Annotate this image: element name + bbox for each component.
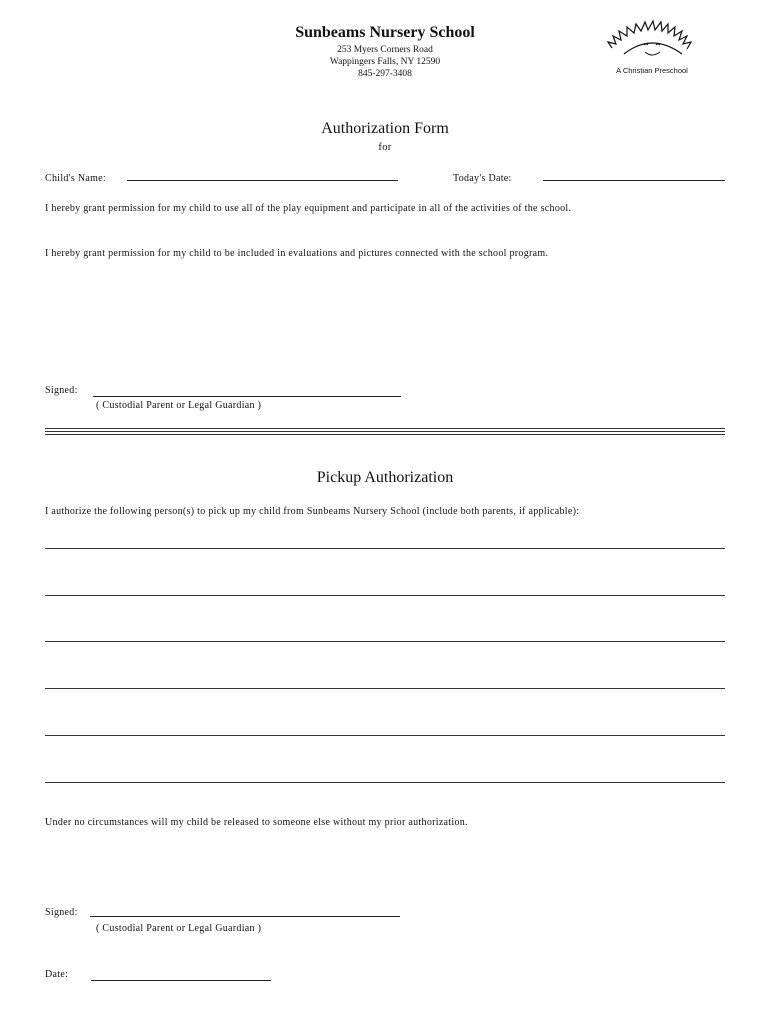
pickup-signed-label: Signed:: [45, 907, 78, 918]
pickup-title: Pickup Authorization: [316, 469, 454, 486]
permission-photos-text: I hereby grant permission for my child to be included in evaluations and pictures connected with the school program.: [45, 248, 549, 259]
pickup-person-line-4[interactable]: [45, 688, 725, 689]
phone-number: 845-297-3408: [358, 69, 412, 79]
signer-caption: ( Custodial Parent or Legal Guardian ): [96, 400, 262, 411]
pickup-person-line-3[interactable]: [45, 641, 725, 642]
signature-field[interactable]: [93, 396, 401, 397]
pickup-person-line-2[interactable]: [45, 595, 725, 596]
pickup-person-line-6[interactable]: [45, 782, 725, 783]
todays-date-field[interactable]: [543, 180, 725, 181]
address-line-1: 253 Myers Corners Road: [337, 45, 433, 55]
authorization-subtitle: for: [378, 142, 392, 153]
pickup-instruction: I authorize the following person(s) to pick up my child from Sunbeams Nursery School (include both parents, if applicable):: [45, 506, 580, 517]
permission-play-text: I hereby grant permission for my child to use all of the play equipment and participate in all of the activities of the school.: [45, 203, 572, 214]
address-line-2: Wappingers Falls, NY 12590: [329, 57, 441, 67]
pickup-person-line-1[interactable]: [45, 548, 725, 549]
pickup-person-line-5[interactable]: [45, 735, 725, 736]
signed-label: Signed:: [45, 385, 78, 396]
school-name: Sunbeams Nursery School: [295, 24, 475, 41]
pickup-date-field[interactable]: [91, 980, 271, 981]
child-name-label: Child's Name:: [45, 173, 106, 184]
pickup-signature-field[interactable]: [90, 916, 400, 917]
authorization-title: Authorization Form: [321, 120, 449, 137]
child-name-field[interactable]: [127, 180, 398, 181]
release-notice: Under no circumstances will my child be released to someone else without my prior authorization.: [45, 817, 468, 828]
pickup-signer-caption: ( Custodial Parent or Legal Guardian ): [96, 923, 262, 934]
todays-date-label: Today's Date:: [453, 173, 512, 184]
pickup-date-label: Date:: [45, 969, 69, 980]
logo-caption: A Christian Preschool: [616, 66, 688, 75]
